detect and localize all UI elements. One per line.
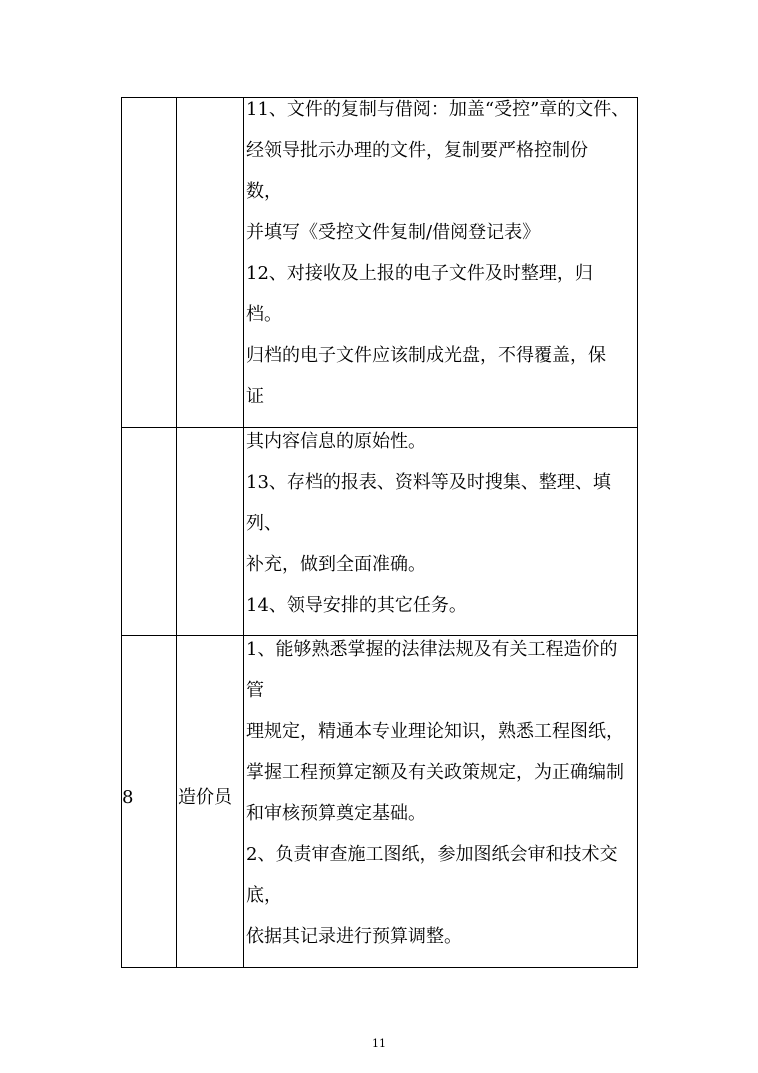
column-divider-1 — [176, 97, 177, 968]
duty-line: 1、能够熟悉掌握的法律法规及有关工程造价的 — [246, 639, 618, 660]
duty-line: 列、 — [246, 513, 282, 534]
duty-line: 11、文件的复制与借阅：加盖“受控”章的文件、 — [246, 99, 630, 120]
duty-line: 14、领导安排的其它任务。 — [246, 595, 467, 616]
duty-line: 经领导批示办理的文件，复制要严格控制份 — [246, 140, 588, 161]
duty-line: 补充，做到全面准确。 — [246, 554, 426, 575]
duty-line: 档。 — [246, 304, 282, 325]
duty-line: 12、对接收及上报的电子文件及时整理，归 — [246, 263, 593, 284]
page-number: 11 — [372, 1037, 386, 1050]
duty-line: 并填写《受控文件复制/借阅登记表》 — [246, 222, 541, 243]
duty-line: 数， — [246, 181, 282, 202]
duty-line: 理规定，精通本专业理论知识，熟悉工程图纸， — [246, 721, 624, 742]
table-border-bottom — [121, 967, 638, 968]
duty-line: 依据其记录进行预算调整。 — [246, 926, 462, 947]
row-3-number: 8 — [122, 787, 134, 808]
row-3-role: 造价员 — [178, 787, 232, 808]
column-divider-2 — [243, 97, 244, 968]
duty-line: 其内容信息的原始性。 — [246, 431, 426, 452]
table-border-left — [121, 97, 122, 968]
duty-text-row-3 — [246, 629, 638, 957]
duty-line: 归档的电子文件应该制成光盘，不得覆盖，保 — [246, 345, 606, 366]
duty-line: 和审核预算奠定基础。 — [246, 803, 426, 824]
duty-line: 管 — [246, 680, 264, 701]
duty-line: 掌握工程预算定额及有关政策规定，为正确编制 — [246, 762, 624, 783]
duty-line: 2、负责审查施工图纸，参加图纸会审和技术交 — [246, 844, 618, 865]
duty-line: 13、存档的报表、资料等及时搜集、整理、填 — [246, 472, 611, 493]
duty-text-row-1 — [246, 89, 638, 417]
duty-line: 证 — [246, 386, 264, 407]
duty-text-row-2 — [246, 421, 638, 626]
duty-line: 底， — [246, 885, 282, 906]
